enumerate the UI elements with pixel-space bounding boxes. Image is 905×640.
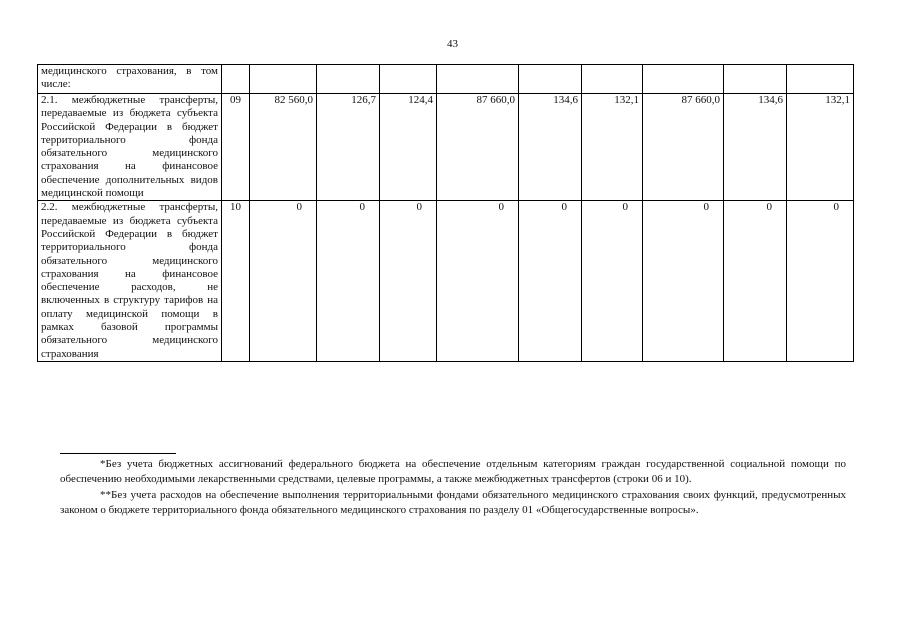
- value-cell: [519, 65, 582, 94]
- value-cell: 132,1: [787, 94, 854, 201]
- value-cell: [643, 65, 724, 94]
- value-cell: 134,6: [519, 94, 582, 201]
- footnote-double-asterisk: **Без учета расходов на обеспечение выполнения территориальными фондами обязательного медицинского страхования своих функций, предусмотренных законом о бюджете территориального фонда обязательного медицинского страхования по разделу 01 «Общегосударственные вопросы».: [60, 488, 846, 516]
- row-code-cell: 09: [222, 94, 250, 201]
- value-cell: 134,6: [724, 94, 787, 201]
- value-cell: 0: [582, 201, 643, 362]
- value-cell: 0: [437, 201, 519, 362]
- footnotes: [60, 457, 846, 518]
- row-name-cell: 2.1. межбюджетные трансферты, передаваемые из бюджета субъекта Российской Федерации в бюджет территориального фонда обязательного медицинского страхования на финансовое обеспечение дополнительных видов медицинской помощи: [38, 94, 222, 201]
- value-cell: 0: [317, 201, 380, 362]
- table-row: [38, 94, 854, 201]
- table-row-continuation: [38, 65, 854, 94]
- row-name-cell: 2.2. межбюджетные трансферты, передаваемые из бюджета субъекта Российской Федерации в бюджет территориального фонда обязательного медицинского страхования на финансовое обеспечение расходов, не включенных в структуру тарифов на оплату медицинской помощи в рамках базовой программы обязательного медицинского страхования: [38, 201, 222, 362]
- value-cell: 0: [380, 201, 437, 362]
- value-cell: 0: [519, 201, 582, 362]
- value-cell: 0: [643, 201, 724, 362]
- value-cell: 0: [724, 201, 787, 362]
- row-code-cell: [222, 65, 250, 94]
- value-cell: 87 660,0: [643, 94, 724, 201]
- value-cell: 0: [250, 201, 317, 362]
- value-cell: 82 560,0: [250, 94, 317, 201]
- value-cell: [317, 65, 380, 94]
- table-row: [38, 201, 854, 362]
- value-cell: 126,7: [317, 94, 380, 201]
- row-code-cell: 10: [222, 201, 250, 362]
- value-cell: 87 660,0: [437, 94, 519, 201]
- value-cell: 0: [787, 201, 854, 362]
- value-cell: [724, 65, 787, 94]
- value-cell: [437, 65, 519, 94]
- budget-table: [37, 64, 854, 362]
- value-cell: 124,4: [380, 94, 437, 201]
- value-cell: [250, 65, 317, 94]
- page-number: 43: [447, 38, 458, 50]
- value-cell: [380, 65, 437, 94]
- footnote-divider: [60, 453, 176, 454]
- row-name-cell: медицинского страхования, в том числе:: [38, 65, 222, 94]
- footnote-single-asterisk: *Без учета бюджетных ассигнований федерального бюджета на обеспечение отдельным категориям граждан государственной социальной помощи по обеспечению необходимыми лекарственными средствами, целевые программы, а также межбюджетных трансфертов (строки 06 и 10).: [60, 458, 846, 486]
- value-cell: 132,1: [582, 94, 643, 201]
- value-cell: [582, 65, 643, 94]
- value-cell: [787, 65, 854, 94]
